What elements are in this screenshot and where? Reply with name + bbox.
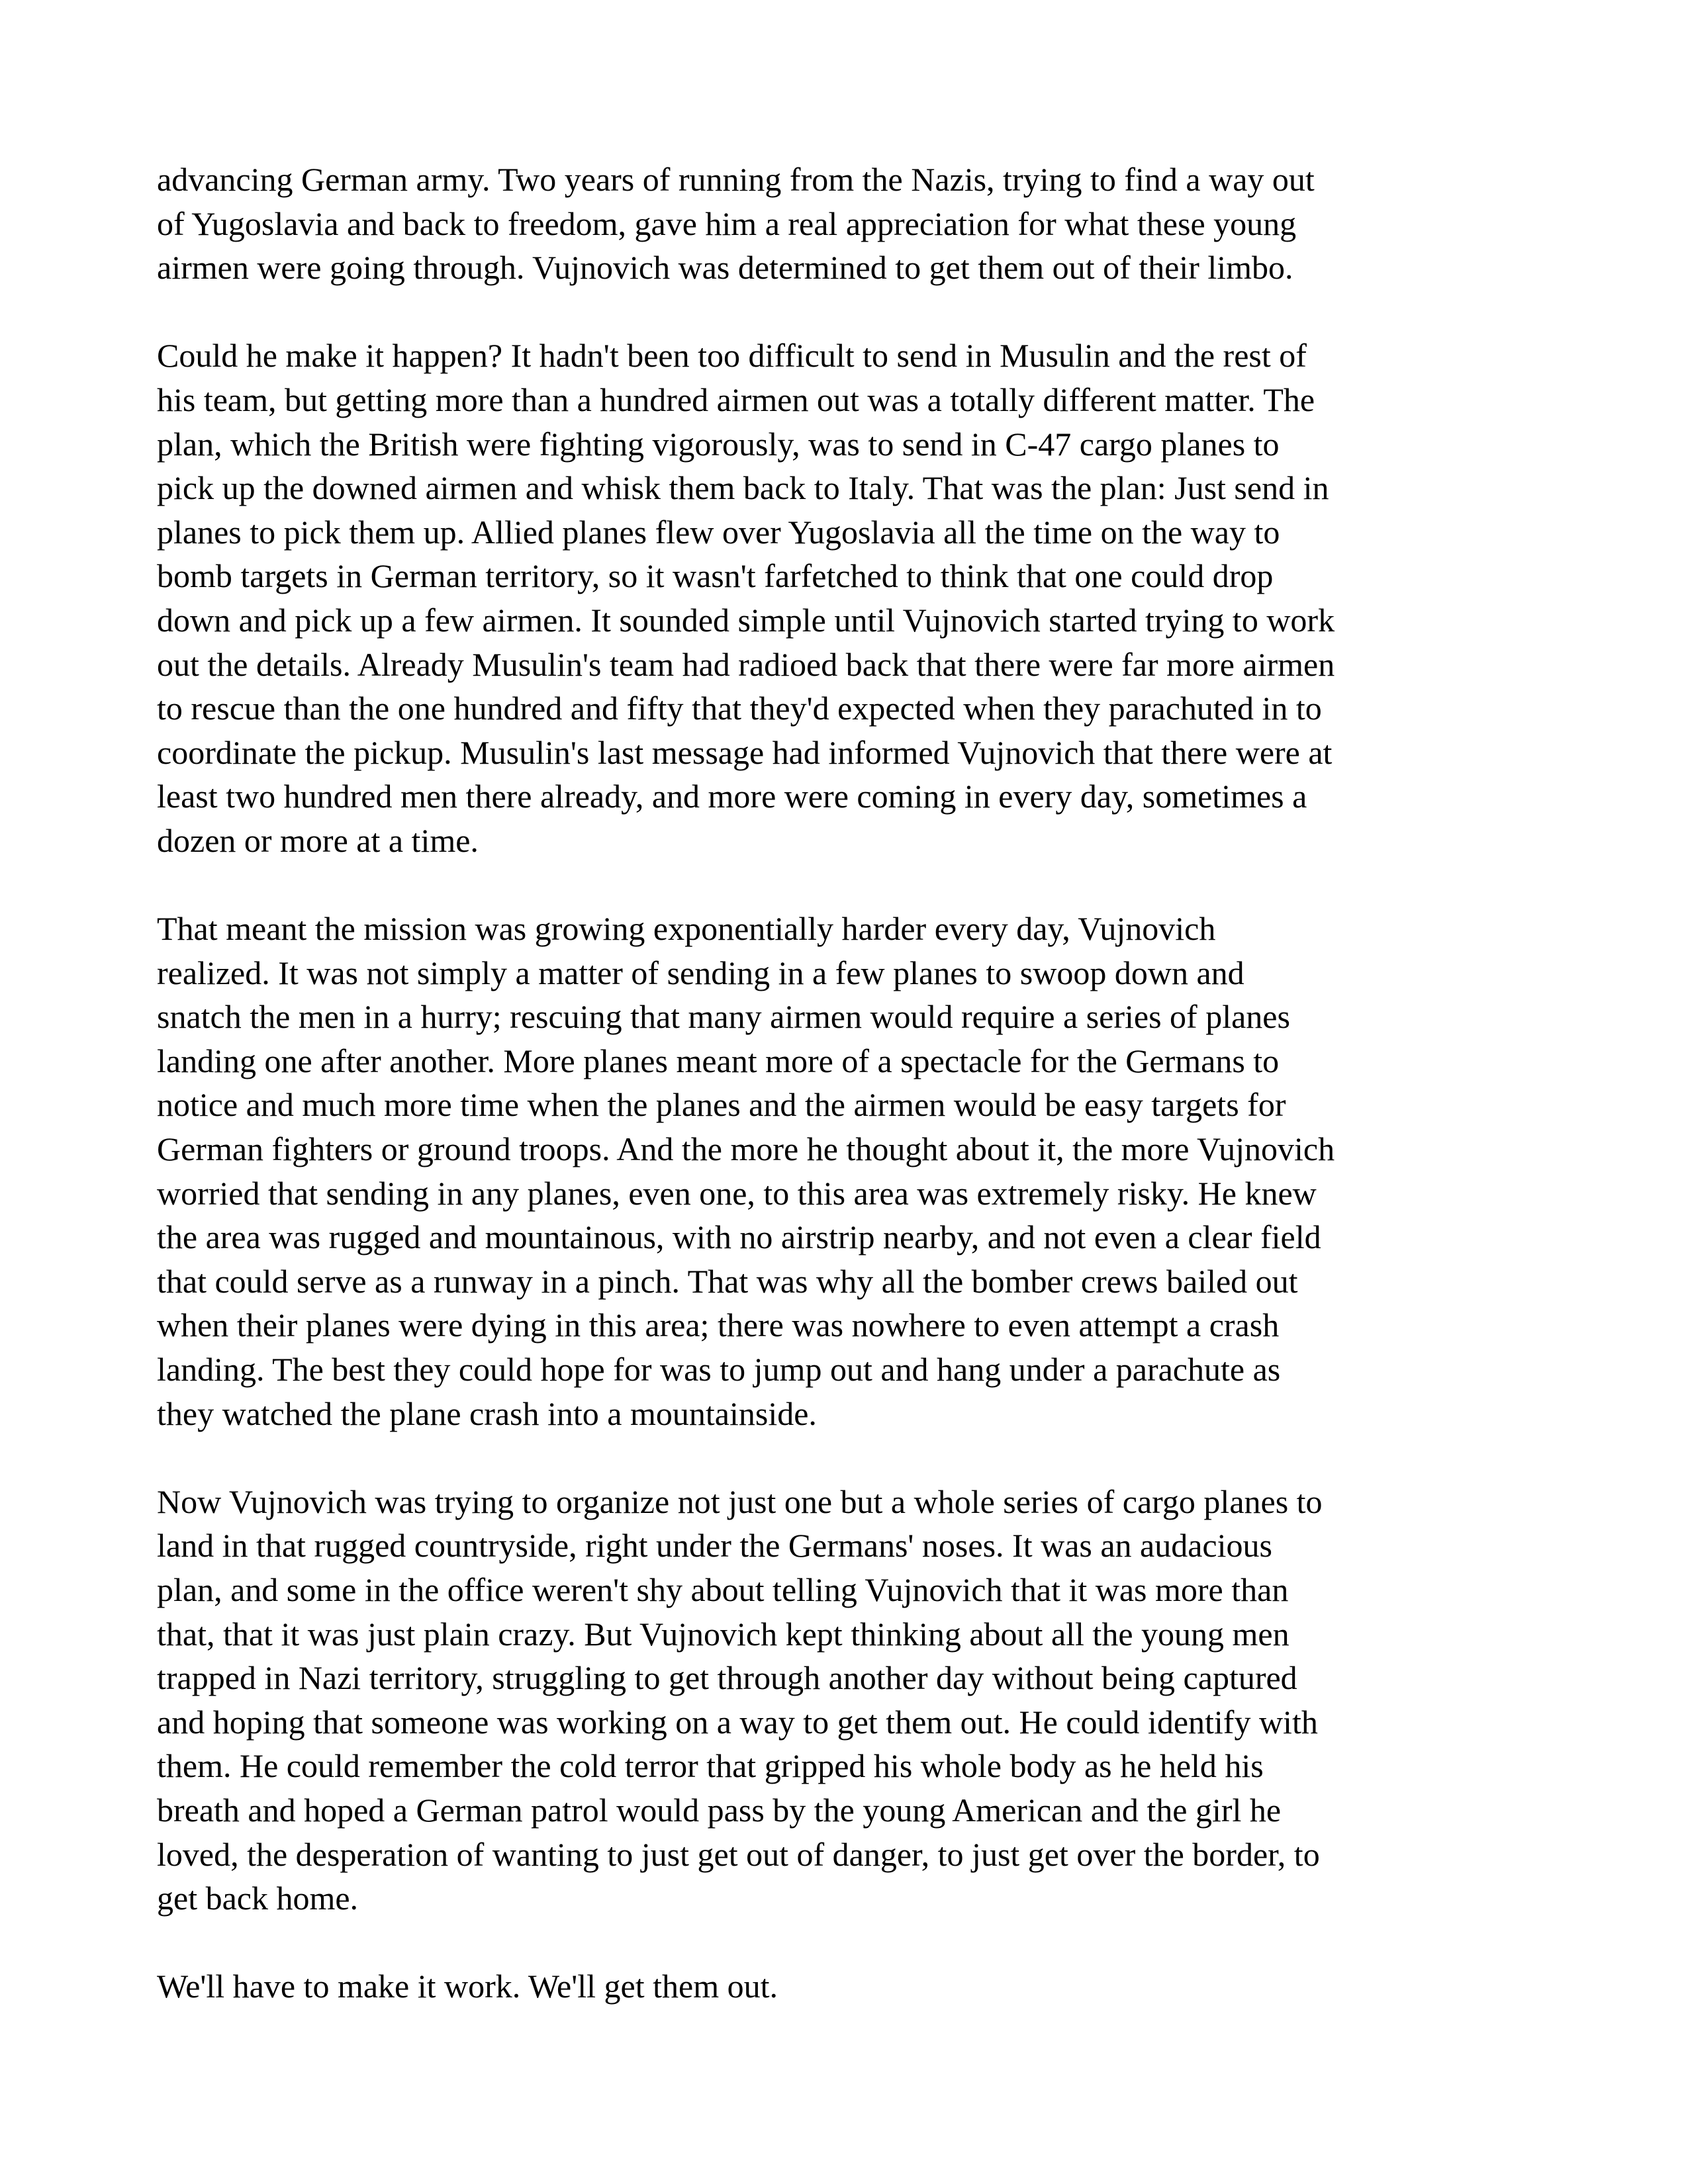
text-line: of Yugoslavia and back to freedom, gave him a real appreciation for what these young xyxy=(157,205,1297,242)
body-text xyxy=(157,158,1540,2053)
text-line: snatch the men in a hurry; rescuing that many airmen would require a series of planes xyxy=(157,998,1290,1036)
text-line: that could serve as a runway in a pinch. That was why all the bomber crews bailed out xyxy=(157,1262,1298,1300)
text-line: dozen or more at a time. xyxy=(157,821,479,859)
text-line: trapped in Nazi territory, struggling to get through another day without being captured xyxy=(157,1659,1297,1697)
text-line: loved, the desperation of wanting to just get out of danger, to just get over the border, to xyxy=(157,1835,1320,1873)
text-line: notice and much more time when the planes and the airmen would be easy targets for xyxy=(157,1086,1286,1124)
text-line: them. He could remember the cold terror that gripped his whole body as he held his xyxy=(157,1747,1264,1785)
paragraph-5 xyxy=(157,1964,1540,2009)
text-line: when their planes were dying in this area; there was nowhere to even attempt a crash xyxy=(157,1306,1280,1344)
text-line: worried that sending in any planes, even one, to this area was extremely risky. He knew xyxy=(157,1174,1317,1212)
text-line: We'll have to make it work. We'll get them out. xyxy=(157,1968,778,2005)
paragraph-3 xyxy=(157,907,1540,1435)
text-line: down and pick up a few airmen. It sounded simple until Vujnovich started trying to work xyxy=(157,601,1335,639)
text-line: planes to pick them up. Allied planes flew over Yugoslavia all the time on the way to xyxy=(157,513,1280,551)
text-line: advancing German army. Two years of running from the Nazis, trying to find a way out xyxy=(157,161,1315,198)
paragraph-2 xyxy=(157,334,1540,862)
text-line: the area was rugged and mountainous, with no airstrip nearby, and not even a clear field xyxy=(157,1218,1321,1256)
text-line: That meant the mission was growing exponentially harder every day, Vujnovich xyxy=(157,910,1216,948)
text-line: out the details. Already Musulin's team had radioed back that there were far more airmen xyxy=(157,645,1335,683)
text-line: get back home. xyxy=(157,1880,359,1917)
text-line: breath and hoped a German patrol would pass by the young American and the girl he xyxy=(157,1791,1282,1829)
text-line: to rescue than the one hundred and fifty that they'd expected when they parachuted in to xyxy=(157,690,1322,727)
text-line: coordinate the pickup. Musulin's last message had informed Vujnovich that there were at xyxy=(157,733,1333,771)
text-line: landing. The best they could hope for was to jump out and hang under a parachute as xyxy=(157,1351,1281,1388)
text-line: realized. It was not simply a matter of sending in a few planes to swoop down and xyxy=(157,954,1244,991)
text-line: bomb targets in German territory, so it wasn't farfetched to think that one could drop xyxy=(157,557,1274,595)
text-line: plan, and some in the office weren't shy about telling Vujnovich that it was more than xyxy=(157,1571,1289,1608)
text-line: that, that it was just plain crazy. But Vujnovich kept thinking about all the young men xyxy=(157,1615,1289,1653)
text-line: pick up the downed airmen and whisk them back to Italy. That was the plan: Just send in xyxy=(157,469,1329,507)
paragraph-4 xyxy=(157,1480,1540,1921)
text-line: Could he make it happen? It hadn't been too difficult to send in Musulin and the rest of xyxy=(157,337,1307,375)
text-line: and hoping that someone was working on a way to get them out. He could identify with xyxy=(157,1703,1318,1741)
text-line: least two hundred men there already, and more were coming in every day, sometimes a xyxy=(157,778,1307,815)
text-line: airmen were going through. Vujnovich was determined to get them out of their limbo. xyxy=(157,249,1293,287)
paragraph-1 xyxy=(157,158,1540,290)
text-line: Now Vujnovich was trying to organize not just one but a whole series of cargo planes to xyxy=(157,1482,1323,1520)
text-line: they watched the plane crash into a mountainside. xyxy=(157,1394,817,1432)
text-line: landing one after another. More planes meant more of a spectacle for the Germans to xyxy=(157,1042,1280,1079)
text-line: his team, but getting more than a hundred airmen out was a totally different matter. The xyxy=(157,381,1315,418)
text-line: land in that rugged countryside, right under the Germans' noses. It was an audacious xyxy=(157,1527,1272,1565)
text-line: German fighters or ground troops. And the more he thought about it, the more Vujnovich xyxy=(157,1130,1335,1168)
text-line: plan, which the British were fighting vigorously, was to send in C-47 cargo planes to xyxy=(157,425,1280,463)
